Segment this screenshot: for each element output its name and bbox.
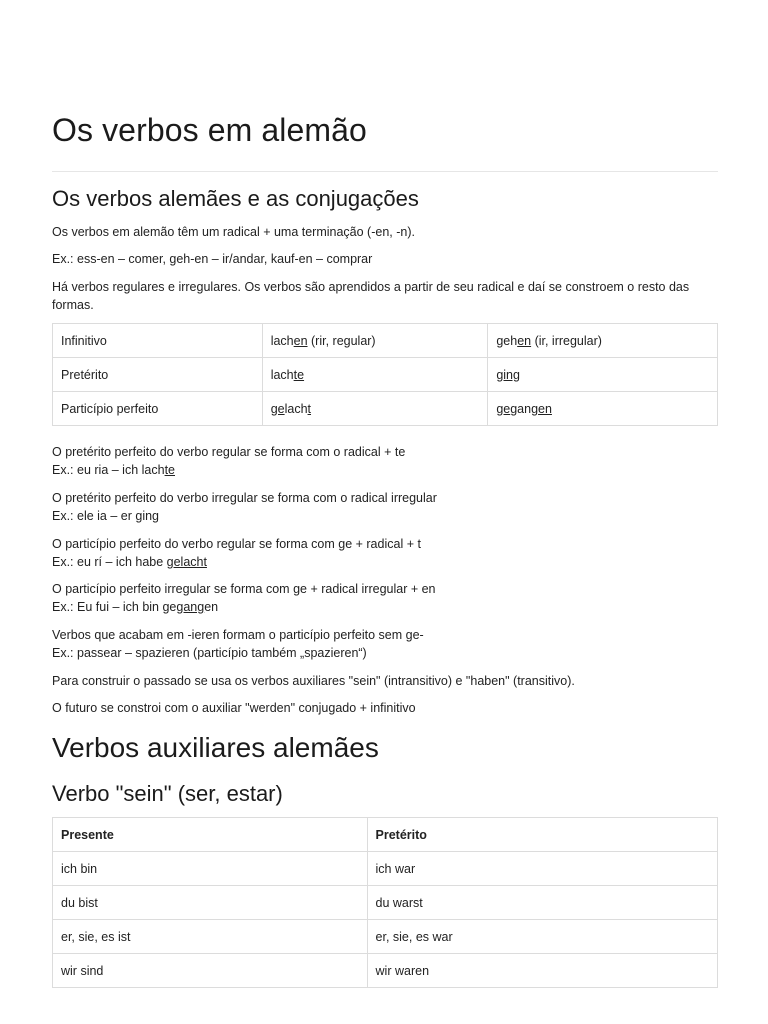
table-cell: lachte	[262, 358, 488, 392]
paragraph-radical: Os verbos em alemão têm um radical + uma terminação (-en, -n).	[52, 225, 415, 239]
note-preterito-regular: O pretérito perfeito do verbo regular se forma com o radical + te Ex.: eu ria – ich lachte	[52, 445, 406, 477]
paragraph-regulares: Há verbos regulares e irregulares. Os verbos são aprendidos a partir de seu radical e daí se constroem o resto das formas.	[52, 280, 690, 312]
table-cell: du warst	[367, 886, 717, 920]
column-header: Pretérito	[367, 818, 717, 852]
table-row	[53, 392, 718, 426]
section-heading-conjugacoes: Os verbos alemães e as conjugações	[52, 186, 419, 211]
title-divider	[52, 171, 718, 172]
subheading-verbo-sein: Verbo "sein" (ser, estar)	[52, 781, 283, 806]
note-participio-regular: O particípio perfeito do verbo regular se forma com ge + radical + t Ex.: eu rí – ich habe gelacht	[52, 537, 421, 569]
table-row	[53, 920, 718, 954]
table-cell-label: Pretérito	[53, 358, 263, 392]
table-row	[53, 324, 718, 358]
table-cell: er, sie, es ist	[53, 920, 368, 954]
paragraph-futuro: O futuro se constroi com o auxiliar "werden" conjugado + infinitivo	[52, 701, 416, 715]
paragraph-passado: Para construir o passado se usa os verbos auxiliares "sein" (intransitivo) e "haben" (transitivo).	[52, 674, 575, 688]
table-cell: er, sie, es war	[367, 920, 717, 954]
note-participio-irregular: O particípio perfeito irregular se forma com ge + radical irregular + en Ex.: Eu fui – ich bin gegangen	[52, 582, 436, 614]
note-preterito-irregular: O pretérito perfeito do verbo irregular se forma com o radical irregular Ex.: ele ia – er ging	[52, 491, 437, 523]
table-cell: ging	[488, 358, 718, 392]
table-cell: lachen (rir, regular)	[262, 324, 488, 358]
sein-conjugation-table	[52, 817, 718, 988]
table-cell: du bist	[53, 886, 368, 920]
page-title: Os verbos em alemão	[52, 112, 367, 148]
table-row	[53, 954, 718, 988]
table-row	[53, 886, 718, 920]
conjugation-table	[52, 323, 718, 426]
note-ieren: Verbos que acabam em -ieren formam o particípio perfeito sem ge- Ex.: passear – spazieren (particípio também „spazieren“)	[52, 628, 424, 660]
table-cell: ich war	[367, 852, 717, 886]
paragraph-examples: Ex.: ess-en – comer, geh-en – ir/andar, kauf-en – comprar	[52, 252, 373, 266]
table-cell: gehen (ir, irregular)	[488, 324, 718, 358]
table-row	[53, 358, 718, 392]
table-cell: ich bin	[53, 852, 368, 886]
table-cell: wir waren	[367, 954, 717, 988]
table-cell: gelacht	[262, 392, 488, 426]
table-cell: gegangen	[488, 392, 718, 426]
table-cell-label: Particípio perfeito	[53, 392, 263, 426]
column-header: Presente	[53, 818, 368, 852]
table-row	[53, 852, 718, 886]
table-cell-label: Infinitivo	[53, 324, 263, 358]
table-header-row	[53, 818, 718, 852]
table-cell: wir sind	[53, 954, 368, 988]
section-heading-auxiliares: Verbos auxiliares alemães	[52, 732, 379, 763]
